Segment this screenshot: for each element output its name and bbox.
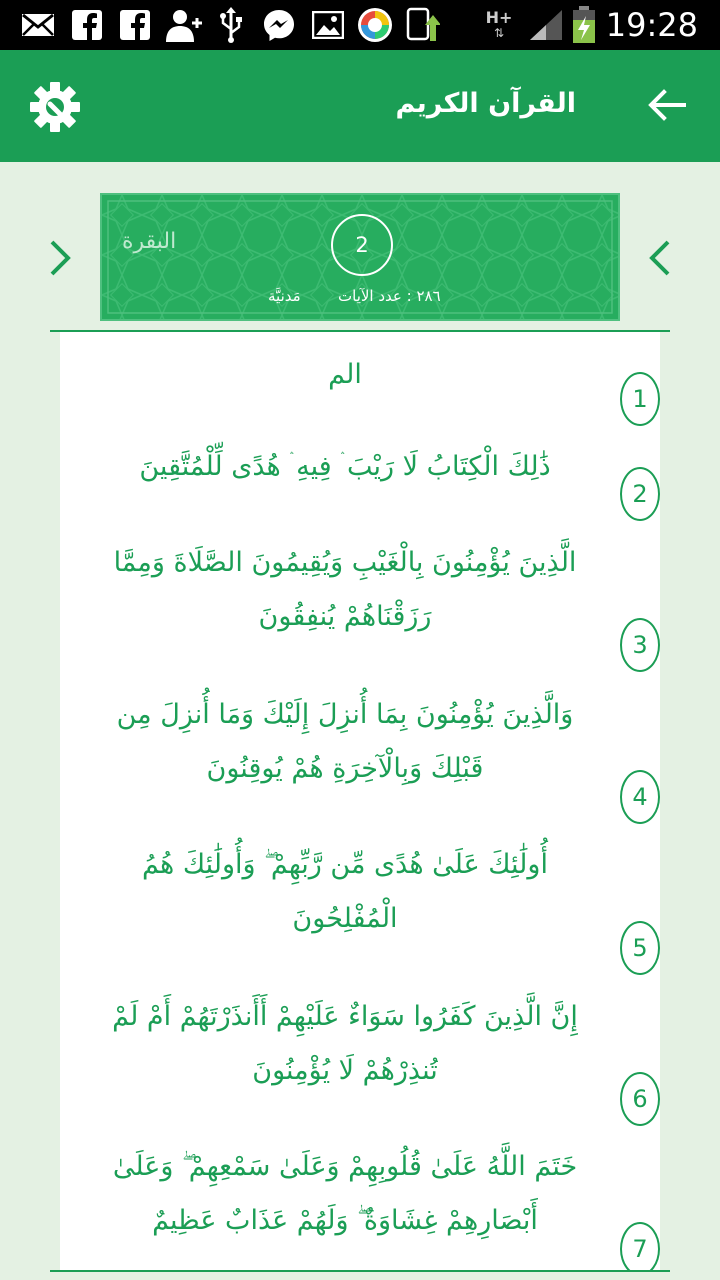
mail-icon bbox=[20, 0, 56, 50]
battery-icon bbox=[570, 0, 598, 50]
gear-icon bbox=[28, 80, 82, 134]
surah-header-card bbox=[100, 193, 620, 321]
update-icon bbox=[405, 0, 441, 50]
verse-text: وَالَّذِينَ يُؤْمِنُونَ بِمَا أُنزِلَ إِلَيْكَ وَمَا أُنزِلَ مِن قَبْلِكَ وَبِالْآخِرَةِ هُمْ يُوقِنُونَ bbox=[116, 699, 574, 784]
next-surah-button[interactable] bbox=[46, 236, 76, 280]
facebook-icon bbox=[70, 0, 104, 50]
app-bar bbox=[0, 50, 720, 162]
verse-number: 2 bbox=[620, 467, 660, 521]
surah-name: البقرة bbox=[122, 229, 177, 254]
signal-icon bbox=[526, 0, 566, 50]
network-type-icon: H+ ⇅ bbox=[485, 8, 513, 40]
messenger-icon bbox=[260, 0, 298, 50]
verse-text: الم bbox=[328, 359, 362, 390]
back-button[interactable] bbox=[644, 82, 690, 128]
usb-icon bbox=[216, 0, 246, 50]
chevron-left-icon bbox=[644, 236, 674, 280]
verse-number: 1 bbox=[620, 372, 660, 426]
app-title: القرآن الكريم bbox=[395, 88, 576, 119]
verse-number: 5 bbox=[620, 921, 660, 975]
divider bbox=[50, 1270, 670, 1272]
ayat-count: ٢٨٦ : عدد الآيات bbox=[338, 287, 441, 305]
verses-list[interactable] bbox=[60, 332, 660, 1270]
revelation-type: مَدنيَّة bbox=[268, 287, 301, 305]
verse-text: إِنَّ الَّذِينَ كَفَرُوا سَوَاءٌ عَلَيْهِمْ أَأَنذَرْتَهُمْ أَمْ لَمْ تُنذِرْهُمْ لَا يُؤْمِنُونَ bbox=[112, 1001, 578, 1086]
settings-button[interactable] bbox=[28, 80, 82, 134]
add-contact-icon bbox=[164, 0, 204, 50]
status-bar bbox=[0, 0, 720, 50]
verse-number: 7 bbox=[620, 1222, 660, 1270]
chevron-right-icon bbox=[46, 236, 76, 280]
facebook-icon bbox=[118, 0, 152, 50]
status-time: 19:28 bbox=[605, 6, 698, 44]
verse-text: خَتَمَ اللَّهُ عَلَىٰ قُلُوبِهِمْ وَعَلَىٰ سَمْعِهِمْ ۖ وَعَلَىٰ أَبْصَارِهِمْ غِشَاوَةٌ ۖ وَلَهُمْ عَذَابٌ عَظِيمٌ bbox=[112, 1151, 578, 1236]
previous-surah-button[interactable] bbox=[644, 236, 674, 280]
verse-text: أُولَٰئِكَ عَلَىٰ هُدًى مِّن رَّبِّهِمْ ۖ وَأُولَٰئِكَ هُمُ الْمُفْلِحُونَ bbox=[142, 849, 548, 934]
color-app-icon bbox=[355, 0, 395, 50]
verse-text: الَّذِينَ يُؤْمِنُونَ بِالْغَيْبِ وَيُقِيمُونَ الصَّلَاةَ وَمِمَّا رَزَقْنَاهُمْ يُنفِقُونَ bbox=[113, 547, 577, 632]
verse-number: 4 bbox=[620, 770, 660, 824]
verse-number: 3 bbox=[620, 618, 660, 672]
verse-text: ذَٰلِكَ الْكِتَابُ لَا رَيْبَ ۛ فِيهِ ۛ هُدًى لِّلْمُتَّقِينَ bbox=[139, 451, 551, 482]
verse-number: 6 bbox=[620, 1072, 660, 1126]
gallery-icon bbox=[310, 0, 346, 50]
arrow-back-icon bbox=[644, 82, 690, 128]
surah-number: 2 bbox=[331, 214, 393, 276]
